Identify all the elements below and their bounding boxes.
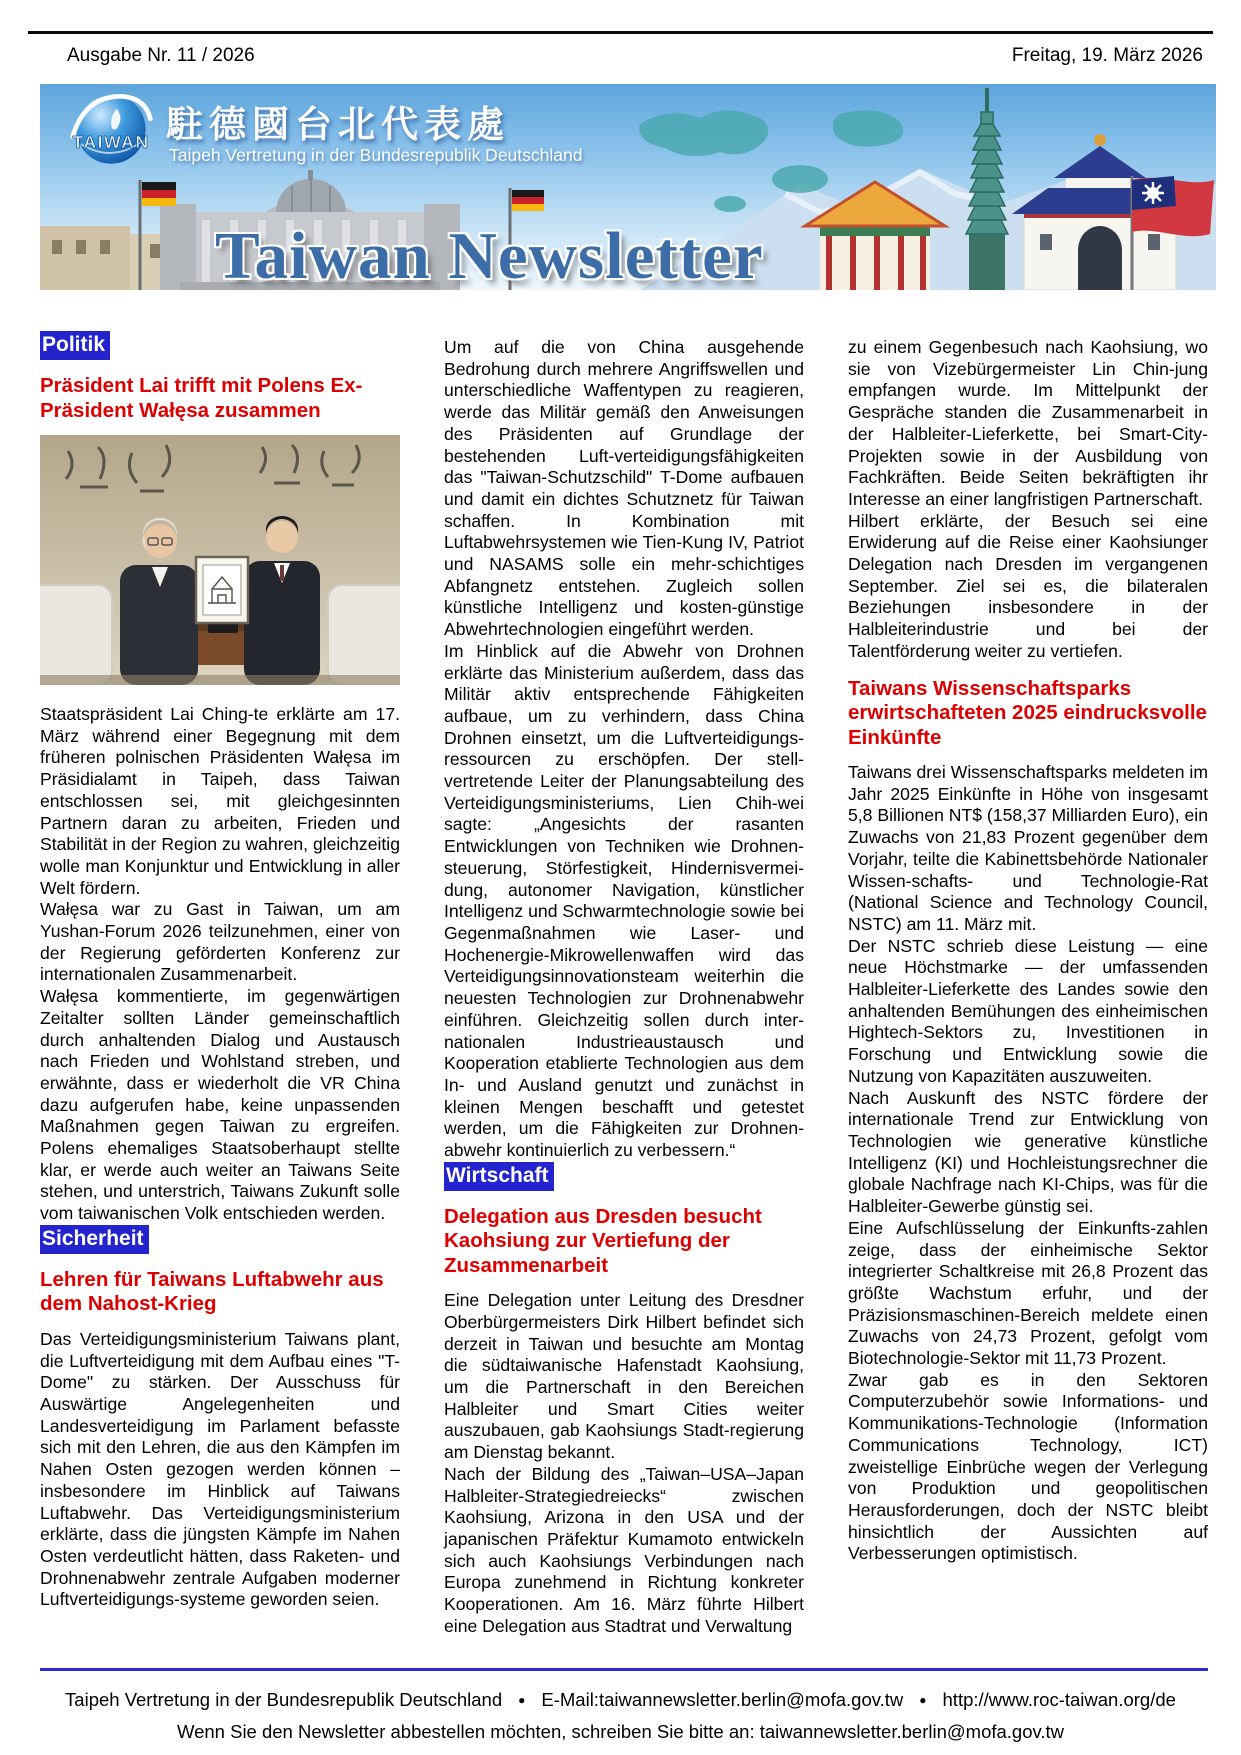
office-name-chinese: 駐德國台北代表處 [166,103,510,146]
logo-wordmark: TAIWAN [72,131,150,152]
section-badge-politik: Politik [40,331,110,360]
framed-picture [196,557,248,623]
masthead-banner [40,84,1216,293]
bullet-separator-icon: ● [919,1693,927,1707]
article-paragraph: Das Verteidigungsministerium Taiwans plant, die Luftverteidigung mit dem Aufbau eines "T-Dome" zu stärken. Der Ausschuss für Auswärtige Angelegenheiten und Landesverteidigung im Parlament befasste sich mit den Lehren, die aus den Kämpfen im Nahen Osten gezogen werden können – insbesondere im Hinblick auf Taiwans Luftabwehr. Das Verteidigungsministerium erklärte, dass die jüngsten Kämpfe im Nahen Osten verdeutlicht hätten, dass Raketen- und Drohnenabwehr zentrale Aufgaben moderner Luftverteidigungs-systeme geworden seien. [40,1328,400,1610]
article-paragraph: Der NSTC schrieb diese Leistung — eine neue Höchstmarke — der umfassenden Halbleiter-Lieferkette des Landes sowie den anhaltenden Bemühungen des einheimischen Hightech-Sektors zu, Investitionen in Forschung und Entwicklung sowie die Nutzung von Kapazitäten auszuweiten. [848,935,1208,1086]
taipei-101-illustration [966,88,1008,290]
article-paragraph: Hilbert erklärte, der Besuch sei eine Erwiderung auf die Reise einer Kaohsiunger Delegation nach Dresden im vergangenen September. Ziel sei es, die bilateralen Beziehungen insbesondere in der Halbleiterindustrie und bei der Talentförderung weiter zu vertiefen. [848,510,1208,661]
office-name-german: Taipeh Vertretung in der Bundesrepublik Deutschland [169,145,583,165]
article-paragraph: Wałęsa war zu Gast in Taiwan, um am Yushan-Forum 2026 teilzunehmen, einer von der Regierung geförderten Konferenz zur internationalen Zusammenarbeit. [40,899,400,985]
page-header [67,45,1203,67]
article-title-dresden: Delegation aus Dresden besucht Kaohsiung zur Vertiefung der Zusammenarbeit [444,1204,762,1277]
issue-number: Ausgabe Nr. 11 / 2026 [67,45,255,66]
article-paragraph: Wałęsa kommentierte, im gegenwärtigen Zeitalter sollten Länder gemeinschaftlich durch anhaltenden Dialog und Austausch nach Frieden und Wohlstand streben, und erwähnte, dass er wiederholt die VR China dazu aufgerufen habe, keine unpassenden Maßnahmen gegen Taiwan zu ergreifen. Polens ehemaliges Staatsoberhaupt stellte klar, er werde auch weiter an Taiwans Seite stehen, und unterstrich, Taiwans Zukunft solle vom taiwanischen Volk entschieden werden. [40,986,400,1224]
article-paragraph: Um auf die von China ausgehende Bedrohung durch mehrere Angriffswellen und unterschiedliche Waffentypen zu reagieren, werde das Militär gemäß den Anweisungen des Präsidenten auf Grundlage der bestehenden Luft-verteidigungsfähigkeiten das "Taiwan-Schutzschild" T-Dome aufbauen und damit ein dichtes Schutznetz für Taiwan schaffen. In Kombination mit Luftabwehrsystemen wie Tien-Kung IV, Patriot und NASAMS solle ein mehr-schichtiges Abfangnetz entstehen. Zugleich sollen künstliche Intelligenz und kosten-günstige Abwehrtechnologien eingeführt werden. [444,337,804,640]
article-title-luftabwehr: Lehren für Taiwans Luftabwehr aus dem Nahost-Krieg [40,1267,384,1316]
column-middle [444,331,804,1663]
footer-unsubscribe-line: Wenn Sie den Newsletter abbestellen möchten, schreiben Sie bitte an: taiwannewsletter.berlin@mofa.gov.tw [176,1721,1065,1742]
section-politik [40,331,400,360]
footer-rule [40,1668,1208,1671]
column-right [848,331,1208,1663]
footer-url-link[interactable]: http://www.roc-taiwan.org/de [942,1689,1176,1710]
article-paragraph: zu einem Gegenbesuch nach Kaohsiung, wo sie von Vizebürgermeister Lin Chin-jung empfangen wurde. Im Mittelpunkt der Gespräche standen die Zusammenarbeit in der Halbleiter-Lieferkette, bei Smart-City-Projekten sowie in der Ausbildung von Fachkräften. Beide Seiten bekräftigten ihr Interesse an einer langfristigen Partnerschaft. [848,337,1208,509]
article-title-wissenschaftsparks: Taiwans Wissenschaftsparks erwirtschafteten 2025 eindrucksvolle Einkünfte [848,676,1207,749]
section-wirtschaft [444,1162,804,1191]
article-photo-lai-walesa [40,435,400,685]
article-columns [40,331,1208,1663]
article-paragraph: Nach der Bildung des „Taiwan–USA–Japan Halbleiter-Strategiedreiecks“ zwischen Kaohsiung, Arizona in den USA und der japanischen Präfektur Kumamoto entwickeln sich auch Kaohsiungs Verbindungen nach Europa zunehmend in Richtung konkreter Kooperationen. Am 16. März führte Hilbert eine Delegation aus Stadtrat und Verwaltung [444,1463,804,1636]
article-title-lai-walesa: Präsident Lai trifft mit Polens Ex-Präsident Wałęsa zusammen [40,374,363,422]
taiwan-globe-logo [68,88,154,174]
footer-org: Taipeh Vertretung in der Bundesrepublik Deutschland [65,1689,503,1710]
section-badge-sicherheit: Sicherheit [40,1225,149,1254]
top-rule [28,31,1213,34]
issue-date: Freitag, 19. März 2026 [1011,45,1203,66]
article-paragraph: Zwar gab es in den Sektoren Computerzubehör sowie Informations- und Kommunikations-Technologie (Information Communications Technology, ICT) zweistellige Einbrüche wegen der Verlegung von Produktion und geopolitischen Herausforderungen, doch der NSTC bleibt hinsichtlich der Aussichten auf Verbesserungen optimistisch. [848,1369,1208,1564]
article-paragraph: Im Hinblick auf die Abwehr von Drohnen erklärte das Ministerium außerdem, dass das Militär aktiv entsprechende Fähigkeiten aufbaue, um zu verhindern, dass China Drohnen einsetzt, um die Luftverteidigungs-ressourcen zu erschöpfen. Der stell-vertretende Leiter der Planungsabteilung des Verteidigungsministeriums, Lien Chih-wei sagte: „Angesichts der rasanten Entwicklungen von Techniken wie Drohnen-steuerung, Störfestigkeit, Hindernisvermei-dung, autonomer Navigation, künstlicher Intelligenz und Schwarmtechnologie sowie bei Gegenmaßnahmen wie Laser- und Hochenergie-Mikrowellenwaffen wird das Verteidigungsinnovationsteam weiterhin die neuesten Technologien zur Drohnenabwehr einführen. Gleichzeitig sollen durch inter-nationalen Industrieaustausch und Kooperation etablierte Technologien aus dem In- und Ausland genutzt und zunächst in kleinen Mengen beschafft und getestet werden, um die Fähigkeiten zur Drohnen-abwehr kontinuierlich zu verbessern.“ [444,640,804,1161]
article-paragraph: Taiwans drei Wissenschaftsparks meldeten im Jahr 2025 Einkünfte in Höhe von insgesamt 5,8 Billionen NT$ (158,37 Milliarden Euro), ein Zuwachs von 21,83 Prozent gegenüber dem Vorjahr, teilte die Kabinettsbehörde Nationaler Wissen-schafts- und Technologie-Rat (National Science and Technology Council, NSTC) am 11. März mit. [848,762,1208,934]
article-paragraph: Eine Delegation unter Leitung des Dresdner Oberbürgermeisters Dirk Hilbert befindet sich derzeit in Taiwan und besuchte am Montag die südtaiwanische Hafenstadt Kaohsiung, um die Partnerschaft in den Bereichen Halbleiter und Smart Cities weiter auszubauen, gab Kaohsiungs Stadt-regierung am Dienstag bekannt. [444,1290,804,1463]
newsletter-title: Taiwan Newsletter [215,219,764,293]
bullet-separator-icon: ● [518,1693,526,1707]
article-paragraph: Staatspräsident Lai Ching-te erklärte am 17. März während einer Begegnung mit dem früheren polnischen Präsidenten Wałęsa im Präsidialamt in Taipeh, dass Taiwan entschlossen sei, mit gleichgesinnten Partnern daran zu arbeiten, Frieden und Stabilität in der Region zu wahren, gleichzeitig wolle man Konjunktur und Entwicklung in aller Welt fördern. [40,704,400,898]
footer-email-link[interactable]: E-Mail:taiwannewsletter.berlin@mofa.gov.tw [541,1689,904,1710]
column-politik [40,331,400,1663]
article-paragraph: Eine Aufschlüsselung der Einkunfts-zahlen zeige, dass der einheimische Sektor integrierter Schaltkreise mit 26,8 Prozent das größte Wachstum erfuhr, und der Präzisionsmaschinen-Bereich meldete einen Zuwachs von 24,73 Prozent, gefolgt vom Biotechnologie-Sektor mit 11,73 Prozent. [848,1217,1208,1369]
article-paragraph: Nach Auskunft des NSTC fördere der internationale Trend zur Entwicklung von Technologien wie generative künstliche Intelligenz (KI) und Hochleistungsrechner die globale Nachfrage nach KI-Chips, was für die Halbleiter-Gewerbe günstig sei. [848,1087,1208,1217]
section-badge-wirtschaft: Wirtschaft [444,1162,554,1191]
section-sicherheit [40,1225,400,1254]
footer-contact-line [0,1689,1241,1711]
